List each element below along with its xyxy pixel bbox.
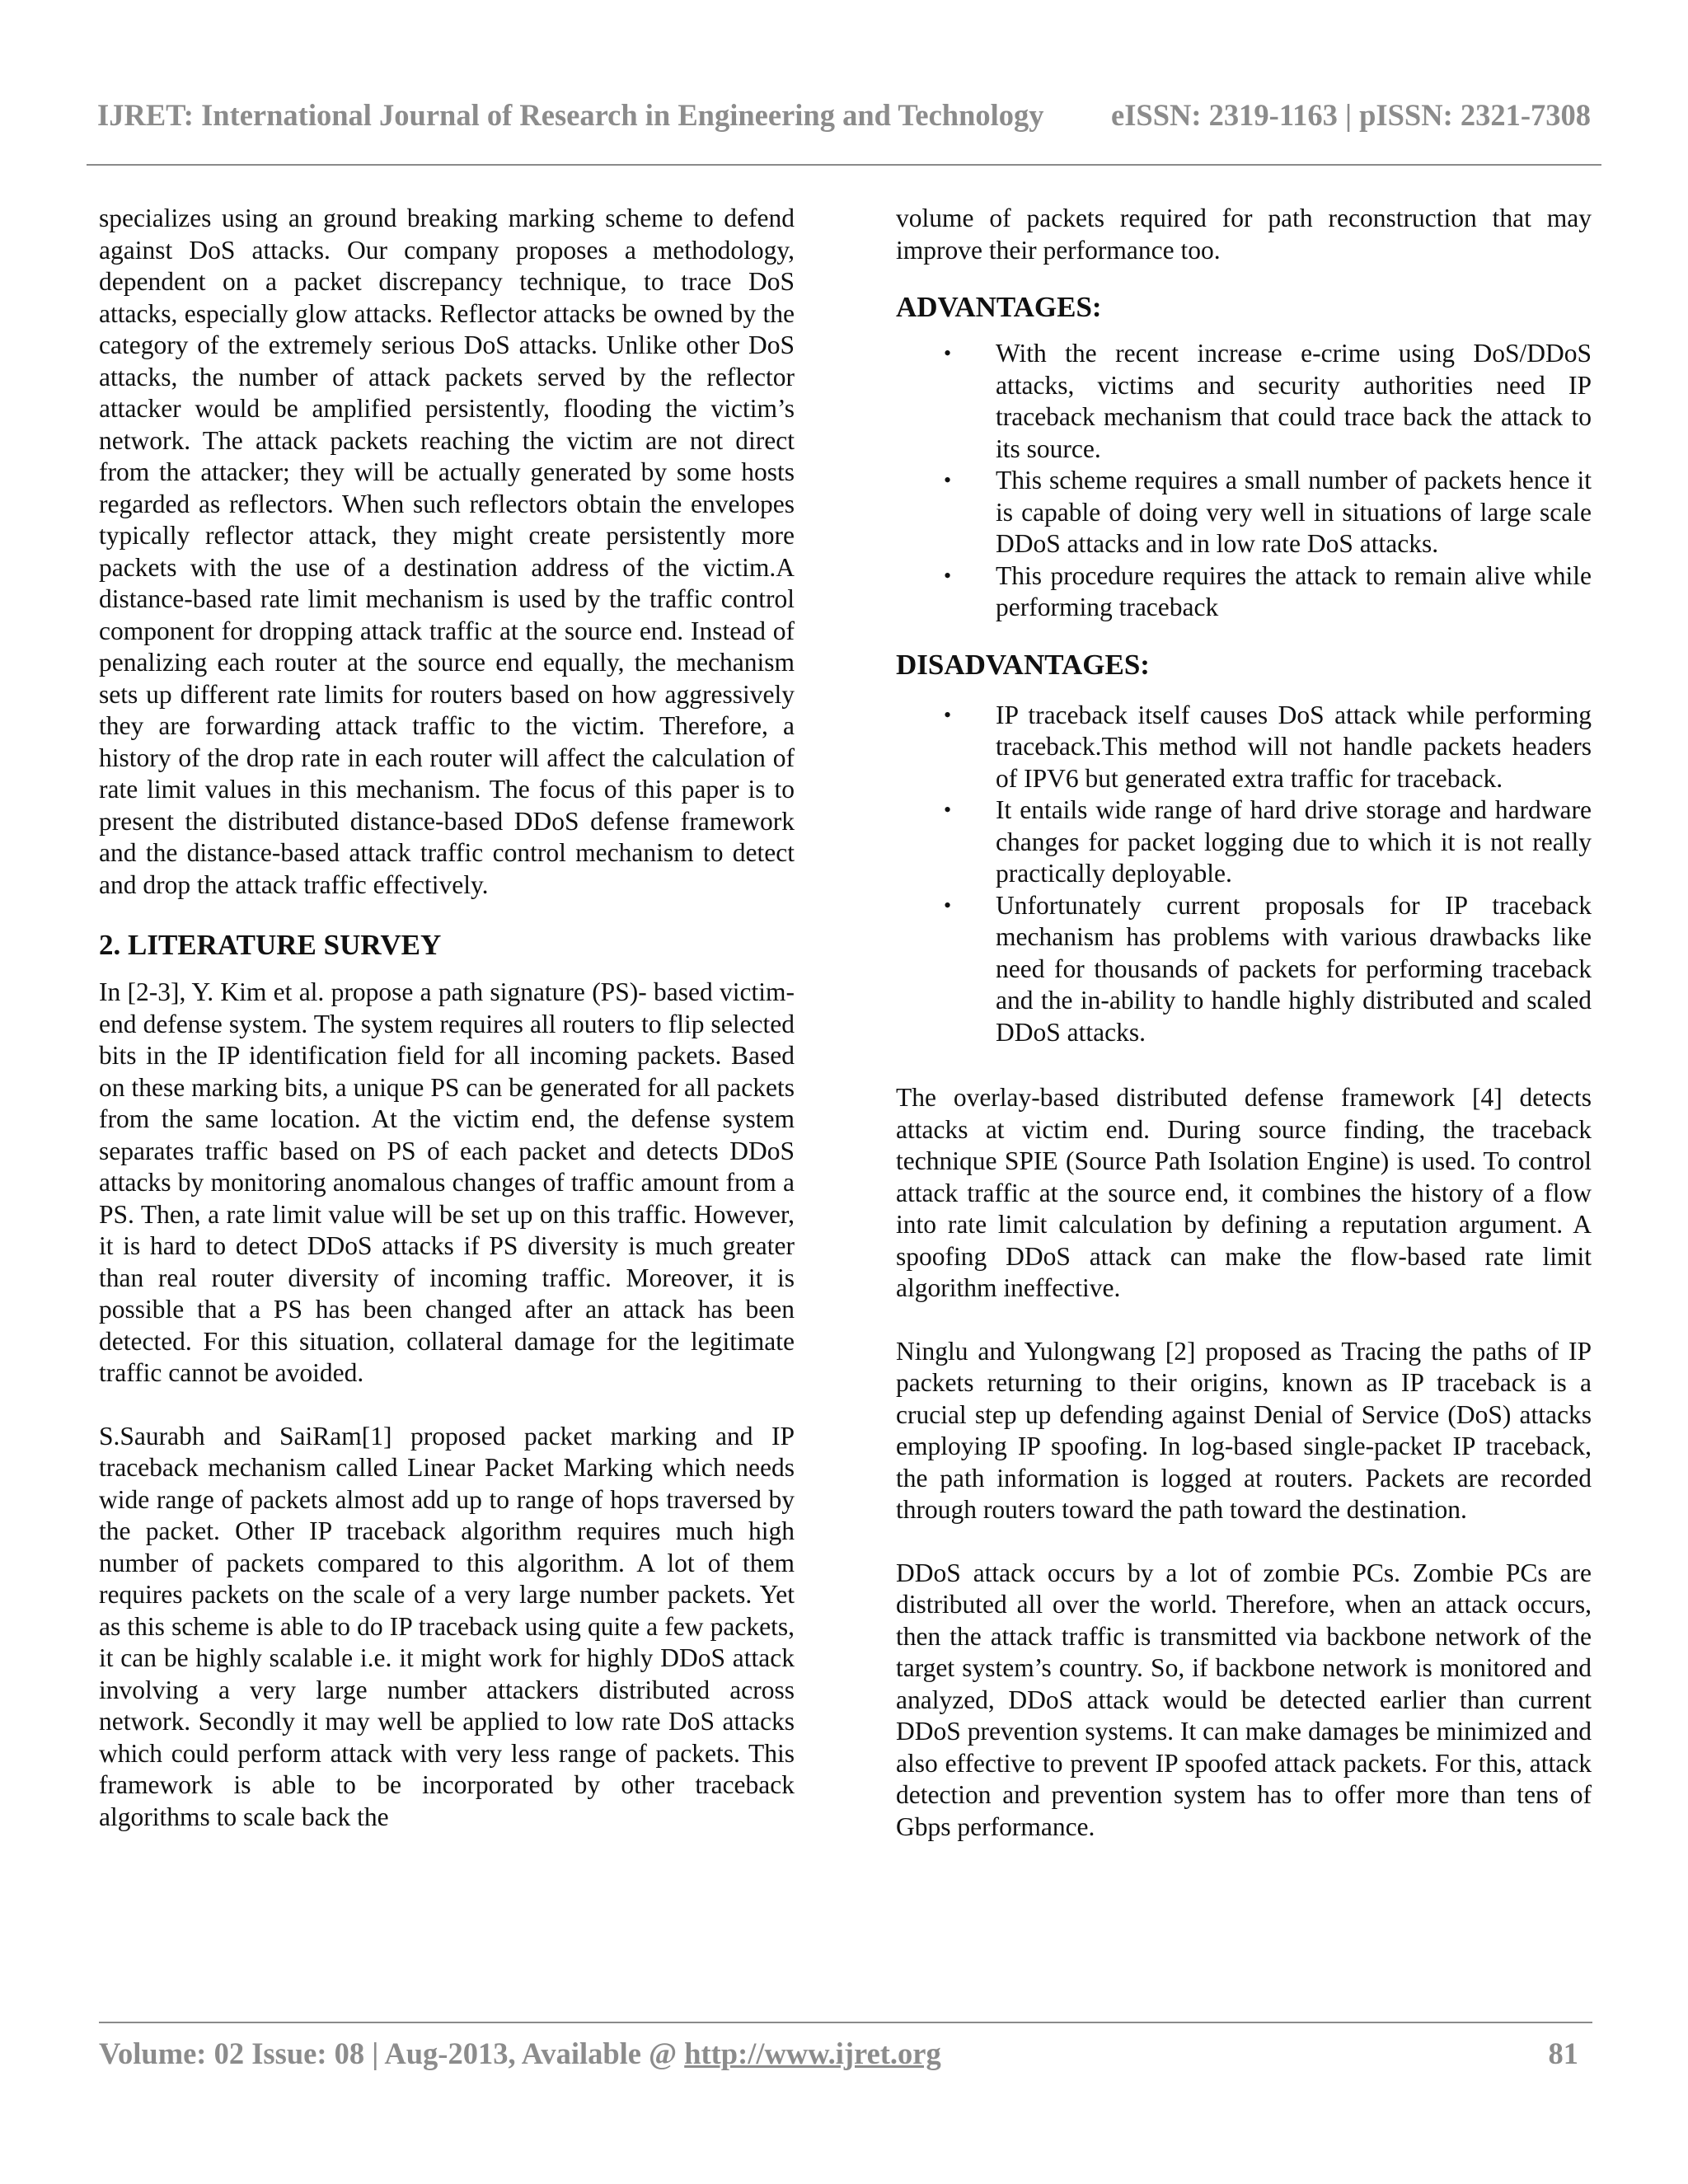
disadvantages-list [896,700,1592,1049]
right-column [896,203,1592,1843]
list-item-text: IP traceback itself causes DoS attack while performing traceback.This method will not handle packets headers of IPV6 but generated extra traffic for traceback. [996,700,1592,793]
list-item-text: With the recent increase e-crime using DoS/DDoS attacks, victims and security authorities need IP traceback mechanism that could trace back the attack to its source. [996,339,1592,463]
list-item [896,794,1592,890]
disadvantages-heading: DISADVANTAGES: [896,648,1150,681]
list-item-text: It entails wide range of hard drive storage and hardware changes for packet logging due to which it is not really practically deployable. [996,795,1592,888]
list-item [896,700,1592,795]
list-item [896,890,1592,1049]
list-item [896,465,1592,560]
bullet-icon: • [944,341,952,365]
paragraph-kim: In [2-3], Y. Kim et al. propose a path signature (PS)- based victim-end defense system. The system requires all routers to flip selected bits in the IP identification field for all incoming packets. Based on these marking bits, a unique PS can be generated for all packets from the same location. At the victim end, the defense system separates traffic based on PS of each packet and detects DDoS attacks by monitoring anomalous changes of traffic amount from a PS. Then, a rate limit value will be set up on this traffic. However, it is hard to detect DDoS attacks if PS diversity is much greater than real router diversity of incoming traffic. Moreover, it is possible that a PS has been changed after an attack has been detected. For this situation, collateral damage for the legitimate traffic cannot be avoided. [99,977,795,1387]
footer-divider [99,2022,1592,2023]
section-heading-literature-survey: 2. LITERATURE SURVEY [99,929,442,961]
bullet-icon: • [944,468,952,492]
issn-numbers: eISSN: 2319-1163 | pISSN: 2321-7308 [1111,98,1591,132]
intro-paragraph: specializes using an ground breaking marking scheme to defend against DoS attacks. Our company proposes a methodology, dependent on a packet discrepancy technique, to trace DoS attacks, especially glow attacks. Reflector attacks be owned by the category of the extremely serious DoS attacks. Unlike other DoS attacks, the number of attack packets served by the reflector attacker would be amplified persistently, flooding the victim’s network. The attack packets reaching the victim are not direct from the attacker; they will be actually generated by some hosts regarded as reflectors. When such reflectors obtain the envelopes typically reflector attack, they might create persistently more packets with the use of a destination address of the victim.A distance-based rate limit mechanism is used by the traffic control component for dropping attack traffic at the source end. Instead of penalizing each router at the source end equally, the mechanism sets up different rate limits for routers based on how aggressively they are forwarding attack traffic to the victim. Therefore, a history of the drop rate in each router will affect the calculation of rate limit values in this mechanism. The focus of this paper is to present the distributed distance-based DDoS defense framework and the distance-based attack traffic control mechanism to detect and drop the attack traffic effectively. [99,204,795,899]
bullet-icon: • [944,893,952,917]
list-item-text: Unfortunately current proposals for IP traceback mechanism has problems with various drawbacks like need for thousands of packets for performing traceback and the in-ability to handle highly distributed and scaled DDoS attacks. [996,890,1592,1047]
paragraph-zombie: DDoS attack occurs by a lot of zombie PCs. Zombie PCs are distributed all over the world. Therefore, when an attack occurs, then the attack traffic is transmitted via backbone network of the target system’s country. So, if backbone network is monitored and analyzed, DDoS attack would be detected earlier than current DDoS prevention systems. It can make damages be minimized and also effective to prevent IP spoofed attack packets. For this, attack detection and prevention system has to offer more than tens of Gbps performance. [896,1558,1592,1841]
continuation-paragraph: volume of packets required for path reconstruction that may improve their performance too. [896,204,1592,265]
page-footer [99,2036,1578,2077]
bullet-icon: • [944,563,952,588]
journal-link[interactable]: http://www.ijret.org [684,2036,941,2070]
page-header [97,97,1591,138]
list-item [896,560,1592,624]
list-item-text: This procedure requires the attack to remain alive while performing traceback [996,560,1592,621]
list-item [896,338,1592,465]
paragraph-saurabh: S.Saurabh and SaiRam[1] proposed packet marking and IP traceback mechanism called Linear Packet Marking which needs wide range of packets almost add up to range of hops traversed by the packet. Other IP traceback algorithm requires much high number of packets compared to this algorithm. A lot of them requires packets on the scale of a very large number packets. Yet as this scheme is able to do IP traceback using quite a few packets, it can be highly scalable i.e. it might work for highly DDoS attack involving a very large number attackers distributed across network. Secondly it may well be applied to low rate DoS attacks which could perform attack with very less range of packets. This framework is able to be incorporated by other traceback algorithms to scale back the [99,1421,795,1831]
page-number: 81 [1548,2036,1578,2070]
header-divider [87,164,1601,166]
advantages-heading: ADVANTAGES: [896,291,1102,323]
paragraph-ninglu: Ninglu and Yulongwang [2] proposed as Tracing the paths of IP packets returning to their origins, known as IP traceback is a crucial step up defending against Denial of Service (DoS) attacks employing IP spoofing. In log-based single-packet IP traceback, the path information is logged at routers. Packets are recorded through routers toward the path toward the destination. [896,1336,1592,1524]
advantages-list [896,338,1592,624]
journal-title: IJRET: International Journal of Research in Engineering and Technology [97,98,1044,132]
bullet-icon: • [944,798,952,822]
paragraph-overlay: The overlay-based distributed defense framework [4] detects attacks at victim end. During source finding, the traceback technique SPIE (Source Path Isolation Engine) is used. To control attack traffic at the source end, it combines the history of a flow into rate limit calculation by defining a reputation argument. A spoofing DDoS attack can make the flow-based rate limit algorithm ineffective. [896,1083,1592,1302]
volume-text: Volume: 02 Issue: 08 | Aug-2013, Available @ [99,2036,685,2070]
bullet-icon: • [944,702,952,727]
left-column [99,203,795,1833]
footer-volume-info [99,2036,941,2071]
list-item-text: This scheme requires a small number of packets hence it is capable of doing very well in situations of large scale DDoS attacks and in low rate DoS attacks. [996,466,1592,558]
